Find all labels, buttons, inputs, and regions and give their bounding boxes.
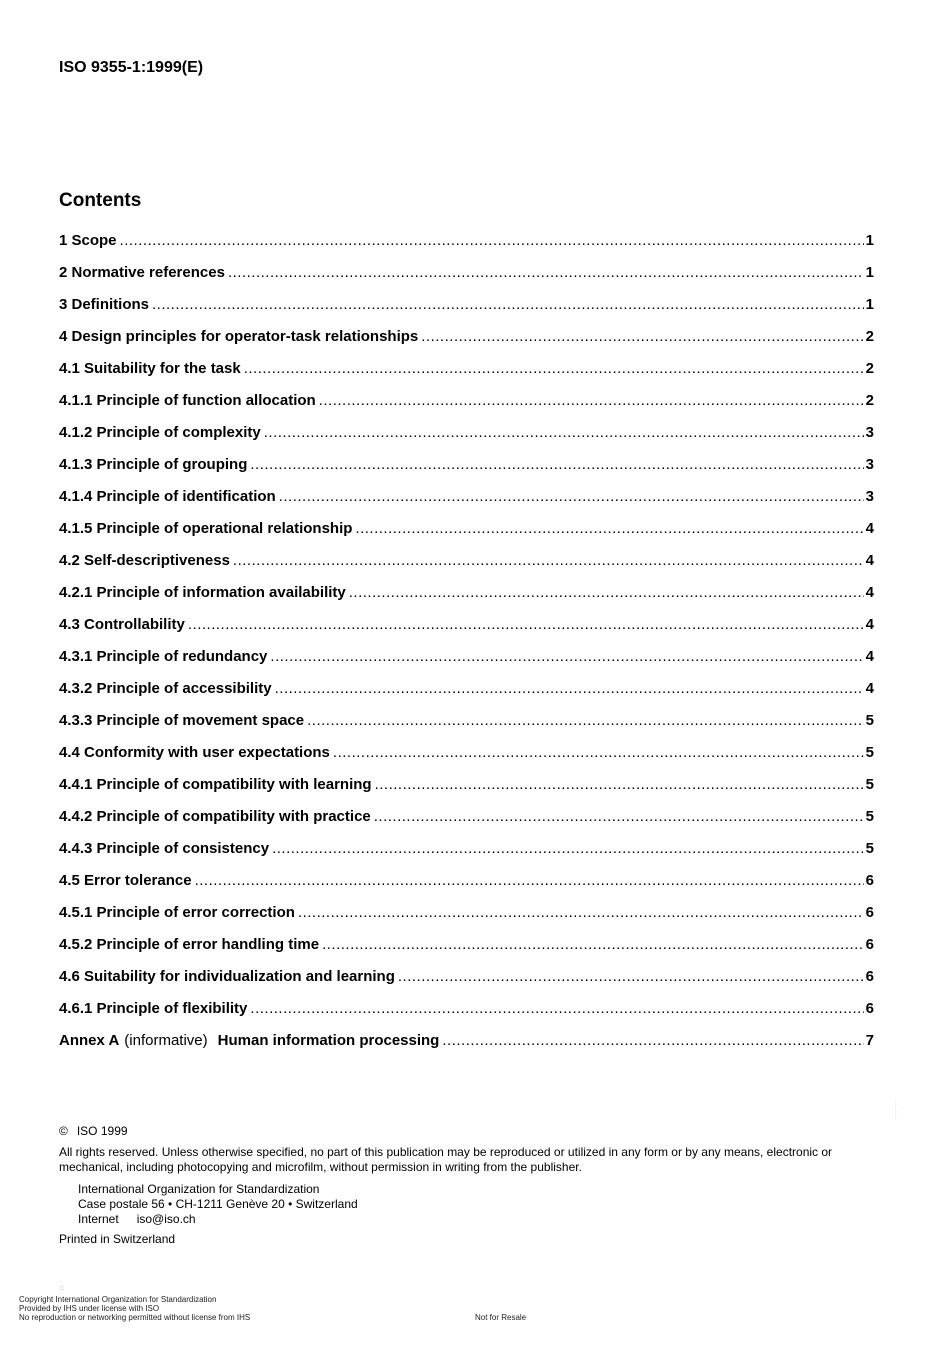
toc-entry-title: 1 Scope bbox=[59, 232, 117, 249]
printed-location: Printed in Switzerland bbox=[59, 1232, 176, 1246]
toc-entry[interactable] bbox=[59, 232, 874, 264]
toc-leader-dots bbox=[322, 936, 864, 953]
toc-entry-page: 3 bbox=[865, 424, 874, 441]
toc-leader-dots bbox=[307, 712, 864, 729]
toc-entry-title: 4.4 Conformity with user expectations bbox=[59, 744, 330, 761]
internet-line bbox=[78, 1212, 879, 1227]
toc-entry-page: 5 bbox=[865, 840, 874, 857]
toc-entry-title: 4.6.1 Principle of flexibility bbox=[59, 1000, 248, 1017]
toc-leader-dots bbox=[319, 392, 864, 409]
toc-entry-title: 4.1.1 Principle of function allocation bbox=[59, 392, 316, 409]
annex-title: Human information processing bbox=[217, 1032, 440, 1049]
toc-entry-title: 4.4.1 Principle of compatibility with learning bbox=[59, 776, 372, 793]
toc-entry[interactable] bbox=[59, 680, 874, 712]
toc-entry[interactable] bbox=[59, 392, 874, 424]
footer-line-provided: Provided by IHS under license with ISO bbox=[19, 1304, 160, 1313]
toc-entry-title: 4.2.1 Principle of information availability bbox=[59, 584, 346, 601]
toc-entry-page: 6 bbox=[865, 904, 874, 921]
toc-entry[interactable] bbox=[59, 360, 874, 392]
table-of-contents bbox=[59, 232, 874, 1064]
toc-entry-page: 5 bbox=[865, 808, 874, 825]
annex-label: Annex A bbox=[59, 1032, 120, 1049]
publisher-address bbox=[78, 1182, 879, 1227]
toc-entry-title: 4.3.2 Principle of accessibility bbox=[59, 680, 272, 697]
toc-entry-title: 4.5 Error tolerance bbox=[59, 872, 192, 889]
toc-leader-dots bbox=[355, 520, 863, 537]
toc-entry[interactable] bbox=[59, 520, 874, 552]
footer-line-reproduction: No reproduction or networking permitted without license from IHS bbox=[19, 1313, 251, 1322]
toc-leader-dots bbox=[244, 360, 864, 377]
toc-entry-title: 4.2 Self-descriptiveness bbox=[59, 552, 230, 569]
toc-entry-title: 4.5.2 Principle of error handling time bbox=[59, 936, 320, 953]
toc-entry[interactable] bbox=[59, 872, 874, 904]
toc-leader-dots bbox=[442, 1032, 863, 1049]
toc-entry-page: 5 bbox=[865, 776, 874, 793]
copyright-holder: ISO 1999 bbox=[76, 1124, 128, 1138]
toc-leader-dots bbox=[272, 840, 864, 857]
toc-entry-title: 4.3 Controllability bbox=[59, 616, 185, 633]
toc-leader-dots bbox=[349, 584, 864, 601]
internet-email[interactable]: iso@iso.ch bbox=[136, 1212, 196, 1226]
toc-entry[interactable] bbox=[59, 616, 874, 648]
footer-not-for-resale: Not for Resale bbox=[475, 1313, 527, 1322]
toc-entry[interactable] bbox=[59, 424, 874, 456]
side-margin-marks: ..........:....:.. bbox=[894, 1100, 899, 1121]
toc-entry-title: 4.1.2 Principle of complexity bbox=[59, 424, 261, 441]
toc-leader-dots bbox=[250, 456, 863, 473]
copyright-block bbox=[59, 1124, 879, 1247]
copyright-symbol: © bbox=[59, 1124, 68, 1138]
toc-entry-page: 4 bbox=[865, 648, 874, 665]
toc-leader-dots bbox=[228, 264, 864, 281]
toc-entry-title: 4.4.3 Principle of consistency bbox=[59, 840, 270, 857]
toc-leader-dots bbox=[275, 680, 864, 697]
toc-leader-dots bbox=[120, 232, 864, 249]
toc-entry-title: 4 Design principles for operator-task relationships bbox=[59, 328, 419, 345]
toc-entry-page: 3 bbox=[865, 488, 874, 505]
toc-entry-title: 4.1 Suitability for the task bbox=[59, 360, 241, 377]
footer-marks: :: bbox=[60, 1286, 64, 1292]
toc-entry-title: 3 Definitions bbox=[59, 296, 150, 313]
toc-entry[interactable] bbox=[59, 840, 874, 872]
toc-entry-title: 2 Normative references bbox=[59, 264, 225, 281]
postal-address: Case postale 56 • CH-1211 Genève 20 • Switzerland bbox=[78, 1197, 358, 1211]
toc-entry-title: 4.6 Suitability for individualization and learning bbox=[59, 968, 395, 985]
toc-leader-dots bbox=[270, 648, 863, 665]
footer-line-copyright: Copyright International Organization for Standardization bbox=[19, 1295, 217, 1304]
toc-entry-page: 1 bbox=[865, 264, 874, 281]
toc-leader-dots bbox=[374, 808, 864, 825]
toc-leader-dots bbox=[264, 424, 864, 441]
toc-entry[interactable] bbox=[59, 296, 874, 328]
toc-entry[interactable] bbox=[59, 776, 874, 808]
toc-entry-page: 4 bbox=[865, 584, 874, 601]
toc-leader-dots bbox=[375, 776, 864, 793]
toc-entry[interactable] bbox=[59, 648, 874, 680]
contents-heading: Contents bbox=[59, 190, 142, 211]
toc-leader-dots bbox=[152, 296, 864, 313]
copyright-line bbox=[59, 1124, 879, 1139]
toc-leader-dots bbox=[333, 744, 864, 761]
toc-entry[interactable] bbox=[59, 584, 874, 616]
annex-qualifier: (informative) bbox=[124, 1032, 208, 1049]
toc-entry-page: 5 bbox=[865, 744, 874, 761]
toc-entry-page: 1 bbox=[865, 296, 874, 313]
toc-entry[interactable] bbox=[59, 936, 874, 968]
toc-entry[interactable] bbox=[59, 456, 874, 488]
toc-annex-title-group bbox=[59, 1032, 439, 1049]
toc-entry-page: 6 bbox=[865, 1000, 874, 1017]
rights-statement: All rights reserved. Unless otherwise specified, no part of this publication may be reproduced or utilized in any form or by any means, electronic or mechanical, including photocopying and microfilm, without permission in writing from the publisher. bbox=[59, 1145, 833, 1174]
toc-entry-page: 2 bbox=[865, 360, 874, 377]
toc-entry[interactable] bbox=[59, 968, 874, 1000]
toc-leader-dots bbox=[298, 904, 864, 921]
toc-entry-page: 5 bbox=[865, 712, 874, 729]
organization-name: International Organization for Standardization bbox=[78, 1182, 320, 1196]
toc-entry[interactable] bbox=[59, 328, 874, 360]
toc-entry-page: 6 bbox=[865, 936, 874, 953]
toc-leader-dots bbox=[421, 328, 863, 345]
toc-entry-title: 4.5.1 Principle of error correction bbox=[59, 904, 295, 921]
toc-entry[interactable] bbox=[59, 552, 874, 584]
toc-entry[interactable] bbox=[59, 744, 874, 776]
toc-leader-dots bbox=[188, 616, 864, 633]
footer-license bbox=[19, 1295, 250, 1322]
toc-entry-page: 2 bbox=[865, 328, 874, 345]
toc-entry-title: 4.1.4 Principle of identification bbox=[59, 488, 276, 505]
toc-entry-page: 7 bbox=[865, 1032, 874, 1049]
toc-entry-title: 4.1.5 Principle of operational relationship bbox=[59, 520, 353, 537]
toc-entry-title: 4.4.2 Principle of compatibility with practice bbox=[59, 808, 371, 825]
toc-entry-annex[interactable] bbox=[59, 1032, 874, 1064]
toc-entry[interactable] bbox=[59, 712, 874, 744]
toc-leader-dots bbox=[398, 968, 864, 985]
toc-entry[interactable] bbox=[59, 264, 874, 296]
toc-entry-page: 1 bbox=[865, 232, 874, 249]
toc-entry-page: 6 bbox=[865, 872, 874, 889]
toc-entry-page: 4 bbox=[865, 552, 874, 569]
toc-entry-page: 4 bbox=[865, 616, 874, 633]
toc-entry-title: 4.3.1 Principle of redundancy bbox=[59, 648, 268, 665]
toc-entry-page: 6 bbox=[865, 968, 874, 985]
document-id: ISO 9355-1:1999(E) bbox=[59, 59, 204, 76]
toc-entry-page: 4 bbox=[865, 520, 874, 537]
toc-entry[interactable] bbox=[59, 904, 874, 936]
internet-label: Internet bbox=[78, 1212, 119, 1226]
toc-entry-page: 2 bbox=[865, 392, 874, 409]
toc-leader-dots bbox=[233, 552, 864, 569]
toc-entry[interactable] bbox=[59, 1000, 874, 1032]
toc-entry-title: 4.1.3 Principle of grouping bbox=[59, 456, 248, 473]
toc-leader-dots bbox=[279, 488, 864, 505]
toc-entry[interactable] bbox=[59, 808, 874, 840]
toc-entry-page: 4 bbox=[865, 680, 874, 697]
toc-entry[interactable] bbox=[59, 488, 874, 520]
toc-leader-dots bbox=[195, 872, 864, 889]
toc-leader-dots bbox=[250, 1000, 863, 1017]
toc-entry-title: 4.3.3 Principle of movement space bbox=[59, 712, 305, 729]
toc-entry-page: 3 bbox=[865, 456, 874, 473]
